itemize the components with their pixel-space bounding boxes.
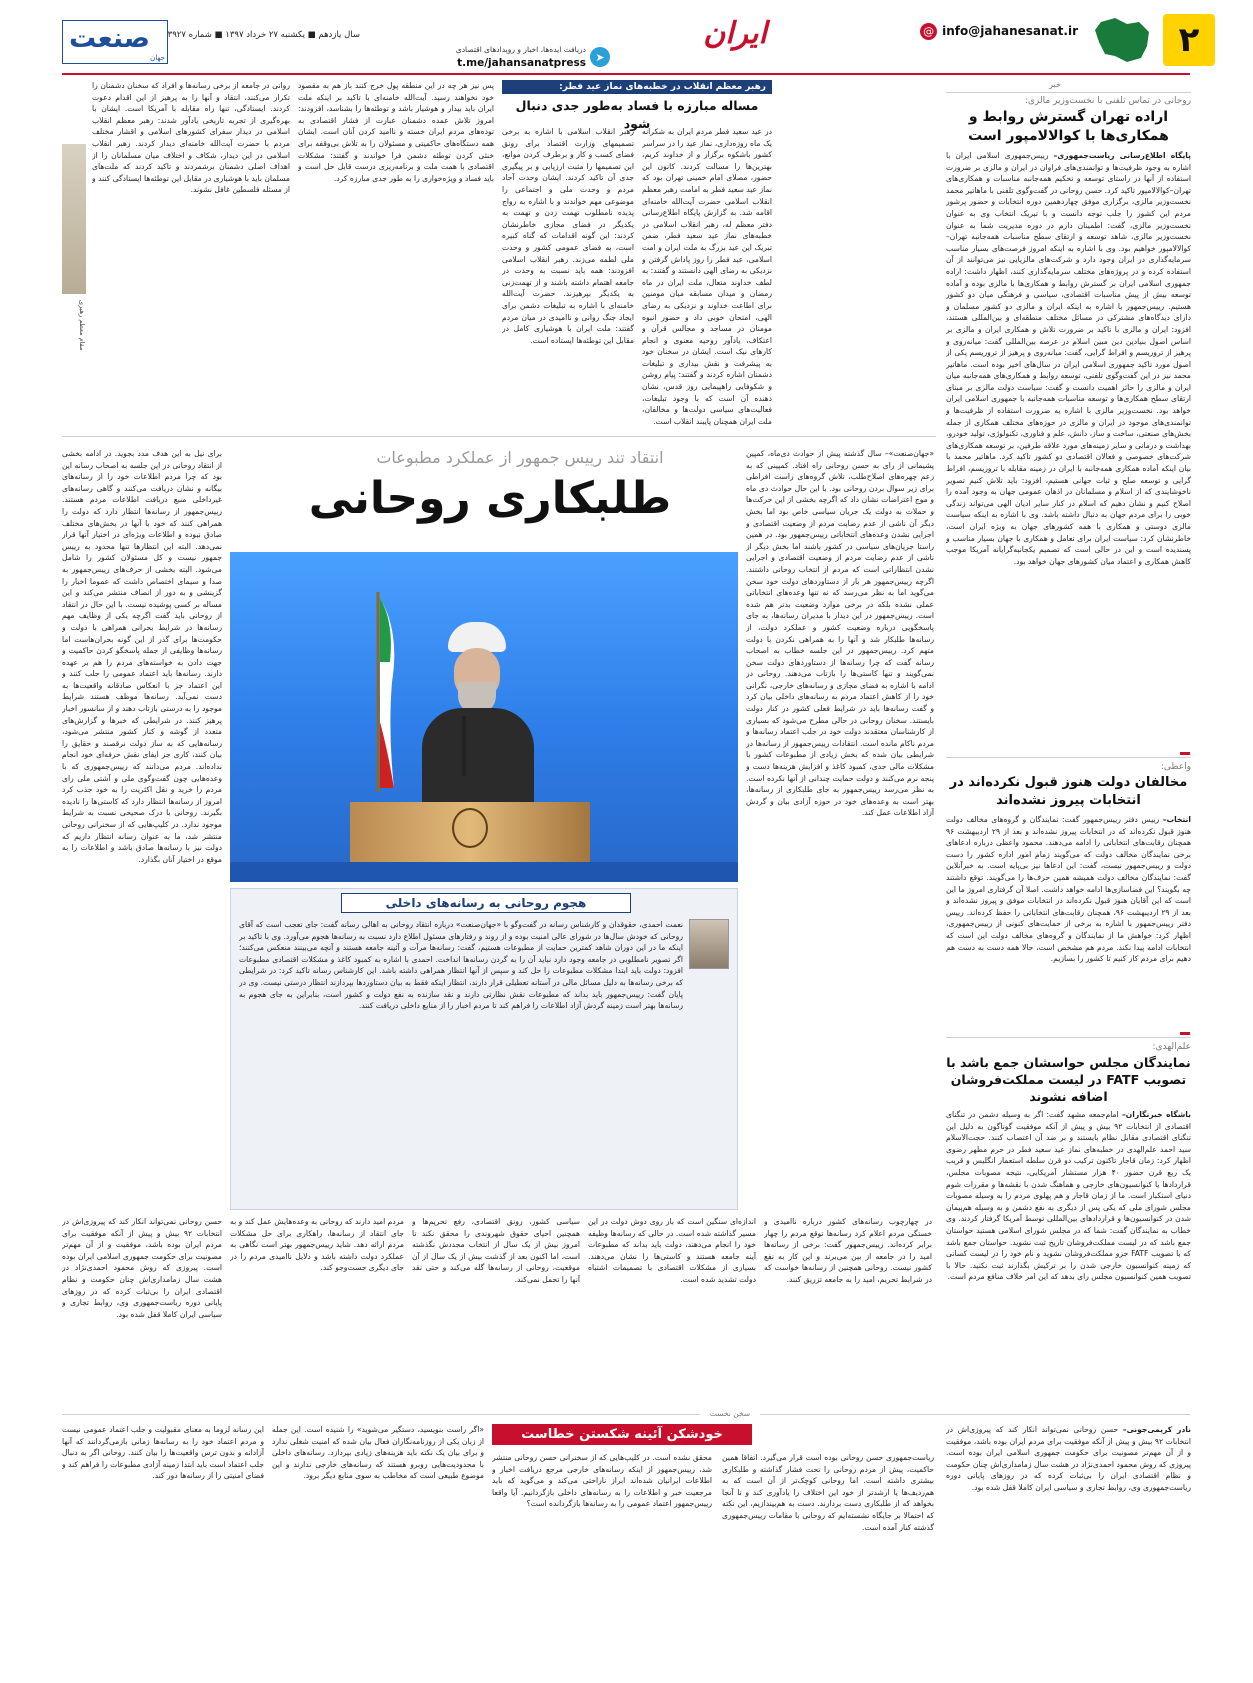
logo-text: صنعت <box>69 23 150 54</box>
page-number-badge <box>1163 14 1215 66</box>
leader-photo <box>62 144 86 294</box>
editorial-col-3: «اگر راست بنویسید، دستگیر می‌شوید» را شنیده است. این جمله از زبان یکی از روزنامه‌نگاران فعال بیان شده که امنیت شغلی ندارد و برای بیان یک نکته باید هزینه‌های زیادی بپردازد. رسانه‌های داخلی با محدودیت‌هایی روبرو هستند که رسانه‌های خارجی ندارند و این موضوع طبیعی است که مخاطب به سوی منابع دیگر برود. <box>272 1425 484 1481</box>
article-lead: باشگاه خبرنگاران– <box>1121 1110 1191 1119</box>
karimi-column <box>946 1424 1191 1674</box>
footer-label: سخن نخست <box>700 1409 760 1418</box>
masthead-logo <box>62 20 168 64</box>
article-kicker: واعظی: <box>1160 762 1191 772</box>
karimi-kicker: نادر کریمی‌جونی– <box>1122 1425 1191 1434</box>
news-label: خبر <box>1049 80 1061 89</box>
leader-title: مساله مبارزه با فساد به‌طور جدی دنبال شود <box>515 98 759 131</box>
editorial-title: خودشکن آئینه شکستن خطاست <box>492 1424 752 1445</box>
section-title: ایران <box>703 16 767 51</box>
editorial-col-1: ریاست‌جمهوری حسن روحانی بوده است قرار می‌گیرد. اتفاقا همین حاکمیت، پیش از مردم روحانی را تحت فشار گذاشته و طلبکاری بیشتری داشته است. اما روحانی کوچک‌تر از آن است که به هم‌ردیف‌ها یا ارشدتر از خود این اختلاف را یادآوری کند و تا آنجا بخواهد که از طلبکاری دست بردارند. دست به هم‌بیندازیم، این نکته که احتمالا بر جایگاه نشسته‌ایم که روحانی با مقامات رییس‌جمهوری گذشته کنار آمده است. <box>722 1453 934 1532</box>
page-header <box>0 0 1253 78</box>
article-body <box>946 814 1191 1046</box>
bottom-col-1: در چهارچوب رسانه‌های کشور درباره ناامیدی و خستگی مردم اعلام کرد رسانه‌ها توقع مردم را چهار برابر کرده‌اند. رییس‌جمهور گفت: برخی از رسانه‌ها امید را در جامعه از بین می‌برند و این کار به نفع کشور نیست. روحانی همچنین از رسانه‌ها خواست که در شرایط تحریم، امید را به جامعه تزریق کنند. <box>764 1217 932 1284</box>
telegram-caption: دریافت ایده‌ها، اخبار و رویدادهای اقتصادی <box>455 45 586 54</box>
logo-small: جهان <box>150 54 165 62</box>
telegram-block[interactable] <box>400 43 610 73</box>
box-body: نعمت احمدی، حقوقدان و کارشناس رسانه در گفت‌وگو با «جهان‌صنعت» درباره انتقاد روحانی به اهالی رسانه گفت: جای تعجب است که آقای روحانی که خودش سال‌ها در شورای عالی امنیت بوده و از روند و رفتارهای مسئول اطلاع دارد نسبت به رسانه‌ها هجوم می‌آورد. وی با تاکید بر اینکه ما در این دوران شاهد کمترین حمایت از مطبوعات هستیم، گفت: رسانه‌ها مرآت و آئینه جامعه هستند و آنچه می‌بینند منعکس می‌کنند؛ اگر تصویر نامطلوبی در جامعه وجود دارد نباید آن را به گردن رسانه‌ها انداخت. احمدی با اشاره به کمبود کاغذ و مشکلات اقتصادی مطبوعات افزود: دولت باید ابتدا مشکلات مطبوعات را حل کند و سپس از آنها انتظار همراهی داشته باشد. این کارشناس رسانه تاکید کرد: در شرایطی که برخی رسانه‌ها به دلیل مسائل مالی در آستانه تعطیلی قرار دارند، انتظار اینکه فقط به بیان دستاوردها بپردازند انتظار درستی نیست. وی در پایان گفت: رییس‌جمهور باید بداند که مطبوعات نقش نظارتی دارند و نقد سازنده به نفع دولت و کشور است، بنابراین به جای هجوم به رسانه‌ها بهتر است زمینه گردش آزاد اطلاعات را فراهم کند تا مردم اخبار را از منابع داخلی دریافت کنند. <box>239 920 683 1011</box>
section-divider <box>62 436 936 437</box>
leader-sidebar-label: مقام معظم رهبری <box>78 300 86 351</box>
karimi-body <box>946 1424 1191 1670</box>
footer-rule <box>62 1414 1190 1415</box>
article-title: نمایندگان مجلس حواسشان جمع باشد با تصویب FATF در لیست مملکت‌فروشان اضافه نشوند <box>946 1055 1191 1104</box>
right-col-rule <box>946 92 1191 93</box>
speaker-figure <box>418 622 538 822</box>
editorial-article <box>62 1424 936 1674</box>
article-lead: انتخاب– <box>1162 815 1191 824</box>
vaezi-article <box>946 762 1191 1046</box>
article-text: رییس‌جمهوری اسلامی ایران با اشاره به وجود ظرفیت‌ها و توانمندی‌های فراوان در ایران و مالزی بر ضرورت استفاده از آنها در راستای توسعه و تحکیم همه‌جانبه مناسبات و همکاری‌های تهران–کوالالامپور تاکید کرد. حسن روحانی در گفت‌وگوی تلفنی با ماهاتیر محمد نخست‌وزیر مالزی، برگزاری موفق چهاردهمین دوره انتخابات و حضور پرشور مردم این کشور را جلب توجه دانست و با تبریک انتخاب وی به عنوان نخست‌وزیر مالزی، گفت: اطمینان دارم در دوره مدیریت شما به عنوان نخست‌وزیر مالزی، شاهد توسعه و ارتقای سطح مناسبات همه‌جانبه تهران–کوالالامپور خواهیم بود. وی با اشاره به اینکه امروز فرصت‌های بسیار مناسب سرمایه‌گذاری در ایران وجود دارد و شرکت‌های مالزیایی نیز می‌توانند از آن استفاده کرده و در پروژه‌های مختلف سرمایه‌گذاری کنند، اظهار داشت: اراده جمهوری اسلامی ایران بر گسترش روابط و همکاری‌ها با مالزی بوده و آماده توسعه بیش از پیش مناسبات اقتصادی، سیاسی و فرهنگی میان دو کشور هستیم. رییس‌جمهور با اشاره به اینکه ایران و مالزی دو کشور مسلمان و دارای دیدگاه‌های مشترکی در مسائل مختلف منطقه‌ای و بین‌المللی هستند، افزود: ایران و مالزی با تاکید بر ضرورت تلاش و همکاری ایران و مالزی بر اساس اصول بنیادین دین مبین اسلام در عرصه بین‌المللی گفت: میانه‌روی و پرهیز از تروریسم و افراط گرایی، گفت: میانه‌روی و پرهیز از تروریسم یکی از اصول مورد تاکید جمهوری اسلامی ایران در سال‌های اخیر بوده است. ماهاتیر محمد نیز در این گفت‌وگوی تلفنی، توسعه روابط و همکاری‌های همه‌جانبه میان ایران و مالزی را حائز اهمیت دانست و گفت: سیاست دولت مالزی بر مبنای ارتقای سطح همکاری‌ها و توسعه مناسبات همه‌جانبه با جمهوری اسلامی ایران خواهد بود. نخست‌وزیر مالزی با اشاره به ضرورت استفاده از ظرفیت‌ها و توانمندی‌های موجود در ایران و مالزی در حوزه‌های مختلف همکاری از جمله بخش‌های صنعتی، ساخت و ساز، دانش، علم و فناوری، تکنولوژی، تولید خودرو، بهداشت و درمانی و سایر زمینه‌های مورد علاقه طرفین، بر توسعه همکاری‌های شرکت‌های خصوصی و فعالان اقتصادی دو کشور تاکید کرد. ماهاتیر محمد با بیان اینکه آماده همکاری همه‌جانبه با ایران در زمینه مقابله با تروریسم، افراط گرایی و توسعه صلح و ثبات جهانی هستیم، افزود: باید تلاش کنیم تصویر ناخوشایندی که از اسلام و مسلمانان در اذهان عمومی جهان به وجود آمده را اصلاح کنیم و نشان دهیم که اسلام در کنار سایر ادیان الهی می‌تواند زندگی خوبی را برای مردم جهان به دنبال داشته باشد. وی با اشاره به اینکه سیاست مالزی دوستی و همکاری با همه کشورهای جهان به ویژه ایران است، خاطرنشان کرد: سیاست ایران برای تعامل و همکاری با جهان بسیار مناسب و پسندیده است و این در حالی است که تصمیم یکجانبه‌گرایانه آمریکا موجب کاهش همکاری و اعتماد میان کشورهای جهان خواهد بود. <box>946 151 1191 566</box>
divider <box>946 1037 1191 1038</box>
malaysia-article <box>946 96 1191 690</box>
article-kicker: علم‌الهدی: <box>1152 1042 1191 1052</box>
article-text: امام‌جمعه مشهد گفت: اگر به وسیله دشمن در تنگنای اقتصادی از انتخابات ۹۲ بیش و پیش از آنکه موفقیت گوناگون به دلیل این تنگنای اقتصادی مقابل نظام بایستند و بر ضد آن اعتصاب کنند. حجت‌الاسلام سید احمد علم‌الهدی در خطبه‌های نماز عید سعید فطر در حرم مطهر رضوی اظهار کرد: زمان قاجار تاکنون ترکیب دو قرن سلطه استعمار انگلیس و قریب یک ربع قرن حضور ۴۰ هزار مستشار آمریکایی، نتیجه مصوبات مجلس، قرارداد‌ها یا کنوانسیون‌های خارجی و هماهنگ شدن با نقشه‌ها و مقررات شوم دنیای استکبار است. ما از زمان قاجار و هم پهلوی مردم را به وسیله مصوبات مجلس شورای ملی که یکی پس از دیگری به نفع دشمن و به وسیله هم‌پیمان شدن در کنوانسیون‌ها و قراردادهای بین‌المللی توسط آمریکا گرفتار کردند. وی خطاب به نمایندگان گفت: شما که در مجلس شورای اسلامی هستید حواستان جمع باشد که در لیست مملکت‌فروشان تاریخ ثبت نشوید. حواستان جمع باشد که با تصویب FATF جزو مملکت‌فروشان نشوید و نام خود را در لیست کسانی که زمینه کنوانسیون خارجی شدن را بر ترکیش بگذارند ثبت نکنید. حالا با تصویب همین کنوانسیون مجلس رای بدهد که این امر خلاف منافع مردم است. <box>946 1110 1191 1282</box>
article-title: اراده تهران گسترش روابط و همکاری‌ها با کوالالامپور است <box>968 109 1169 144</box>
interview-box <box>230 888 738 1210</box>
author-photo <box>689 919 729 969</box>
telegram-icon: ➤ <box>590 47 610 67</box>
leader-col-3: پس نیز هر چه در این منطقه پول خرج کنند باز هم به مقصود خود نخواهند رسید. آیت‌الله خامنه‌ای با تاکید بر اینکه ملت ایران باید بیدار و هوشیار باشد و توطئه‌ها را بشناسد، افزودند: امروز تلاش عمده دشمنان عبارت از فشار اقتصادی به توده‌های مردم ایران خسته و ناامید کردن آنان است. ایشان همه دستگاه‌های حاکمیتی و مسئولان را به تلاش بی‌وقفه برای خنثی کردن توطئه دشمن فرا خواندند و گفتند: مشکلات اقتصادی با همت ملت و برنامه‌ریزی درست قابل حل است و باید فساد و ویژه‌خواری را به طور جدی مبارزه کرد. <box>298 81 494 183</box>
iran-flag-image <box>348 592 412 792</box>
bottom-col-2: اندازه‌ای سنگین است که بار روی دوش دولت در این مسیر گذاشته شده است. در حالی که رسانه‌ها وظیفه خود را انجام می‌دهند، دولت باید بداند که مطبوعات آینه جامعه هستند و کاستی‌ها را نشان می‌دهند. بسیاری از مشکلات اقتصادی با تصمیمات اشتباه دولت تشدید شده است. <box>588 1217 756 1284</box>
karimi-text: حسن روحانی نمی‌تواند انکار کند که پیروزی‌اش در انتخابات ۹۲ بیش و پیش از آنکه موفقیت برای مردم ایران بوده باشد، موفقیت و از آن مهم‌تر مصونیت برای حکومت جمهوری اسلامی ایران بوده است. پیروزی که روش محمود احمدی‌نژاد در هشت سال زمامداری‌اش چنان حکومت و نظام اقتصادی ایران را بی‌ثبات کرده که در روزهای پایانی دوره ریاست‌جمهوری وی، روابط تجاری و سیاسی ایران کاملا قفل شده بود. <box>946 1425 1191 1492</box>
main-bottom-columns <box>230 1216 934 1406</box>
issue-info: سال یازدهم ■ یکشنبه ۲۷ خرداد ۱۳۹۷ ■ شماره ۳۹۲۷ <box>167 30 360 40</box>
box-title: هجوم روحانی به رسانه‌های داخلی <box>341 893 631 913</box>
leader-col-1: در عید سعید فطر مردم ایران به شکرانه یک ماه روزه‌داری، نماز عید را در سراسر کشور باشکوه برگزار و از خداوند کریم، بهترین‌ها را مسالت کردند. کانون این حضور، مصلای امام خمینی تهران بود که نماز عید سعید فطر به امامت رهبر معظم انقلاب اسلامی حضرت آیت‌الله خامنه‌ای اقامه شد. به گزارش پایگاه اطلاع‌رسانی دفتر معظم له، رهبر انقلاب اسلامی در خطبه‌های نماز عید سعید فطر، ضمن تبریک این عید بزرگ به ملت ایران و امت اسلامی، عید فطر را روز پاداش گرفتن و نزدیکی به رضای الهی دانستند و گفتند: به لطف خداوند متعال، ملت ایران در ماه رمضان و میدان مسابقه میان مومنین برای اطاعت خداوند و نزدیکی به رضای الهی، امتحان خوبی داد و حضور انبوه مومنان در مساجد و مجالس قرآن و اعتکاف، یادآور روحیه معنوی و انجام کارهای نیک است. ایشان در سخنان خود به پیشرفت و نقش بیداری و تبلیغات دشمنان اشاره کردند و گفتند: پیام روشن و شکوفایی راهپیمایی روز قدس، نشان دهنده آن است که با وجود تبلیغات، فعالیت‌های سیاسی دولت‌ها و مخالفان، ملت ایران همچنان پایبند انقلاب است. <box>642 127 772 426</box>
article-body <box>946 1109 1191 1399</box>
header-rule <box>62 73 1190 75</box>
leader-article <box>62 80 936 432</box>
article-text: رییس دفتر رییس‌جمهور گفت: نمایندگان و گروه‌های مخالف دولت هنوز قبول نکرده‌اند که در انتخابات پیروز نشده‌اند و بعد از ۲۹ اردیبهشت ۹۶ همچنان رقابت‌های انتخاباتی را ادامه می‌دهند. محمود واعظی درباره ادعاهای برخی نمایندگان مخالف دولت که می‌گویند زمام امور اداره کشور را دست دولت و رییس‌جمهور نیست، گفت: این ادعاها نیز بی‌پایه است. به خبرآنلاین گفت: نمایندگان مخالف دولت همیشه همین حرف‌ها را می‌گویند. توقع داشتند چه بگویند؟ این فضاسازی‌ها ادامه خواهد داشت. اصلا آن گرفتاری امروز ما این است که این آقایان هنوز قبول نکرده‌اند در انتخابات موفق و پیروز نشده‌اند و بعد از ۲۹ اردیبهشت ۹۶، همچنان رقابت‌های انتخاباتی را حفظ کرده‌اند. رییس دفتر رییس‌جمهور با اشاره به برخی از حمایت‌های کنونی از رییس‌جمهوری، اظهار کرد: خواهش ما از نمایندگان و گروه‌های مخالف دولت این است که انتخابات ادامه پیدا نکند. مردم هم مشخص است، حالا همه دست به دست هم دهیم برای مردم کار کنیم تا کشور را بسازیم. <box>946 815 1191 964</box>
alamolhoda-article <box>946 1042 1191 1399</box>
bottom-col-4: مردم امید دارند که روحانی به وعده‌هایش عمل کند و به جای انتقاد از رسانه‌ها، راهکاری برای حل مشکلات مردم ارائه دهد. شاید رییس‌جمهور بهتر است نگاهی به عملکرد دولت داشته باشد و دلایل ناامیدی مردم را در جای دیگری جست‌وجو کند. <box>230 1217 404 1273</box>
editorial-col-2: محقق نشده است. در کلیپ‌هایی که از سخنرانی حسن روحانی منتشر شد، رییس‌جمهور از اینکه رسانه‌های خارجی مرجع دریافت اخبار و اطلاعات ایرانیان شده‌اند ابراز ناراحتی می‌کند و می‌گوید که باید مرجعیت خبر و اطلاعات را به رسانه‌های داخلی بازگردانیم. آیا واقعا رییس‌جمهور اعتماد عمومی را به رسانه‌ها بازگردانده است؟ <box>492 1453 712 1509</box>
email-icon: @ <box>920 23 937 40</box>
main-photo <box>230 552 738 882</box>
article-lead: پایگاه اطلاع‌رسانی ریاست‌جمهوری– <box>1053 151 1191 160</box>
iran-map-icon <box>1093 16 1153 64</box>
email-text: info@jahanesanat.ir <box>942 24 1078 38</box>
page-number: ۲ <box>1178 20 1200 60</box>
main-left-column: برای نیل به این هدف مدد بجوید. در ادامه بخشی از انتقاد روحانی در این جلسه به اصحاب رسانه این بود که چرا مردم اطلاعات خود را از رسانه‌های بیگانه و نشان دریافت می‌کنند و گاهی رسانه‌های غیرداخلی منبع دریافت اطلاعات مردم هستند. رییس‌جمهور از رسانه‌ها انتظار دارد که دولت را همراهی کنند که خود با آنها در بخش‌های مختلف صادق نبوده و اطلاعات ویژه‌ای در اختیار آنها قرار نمی‌دهد. البته این انتظارها تنها محدود به رییس جمهور نیست و کل مسئولان کشور را شامل می‌شود. البته بخشی از حرف‌های رییس‌جمهور به صدا و سیمای اختصاص داشت که عموما اخبار را گزینشی و به دور از انصاف منتشر می‌کند و این مساله بر کسی پوشیده نیست. با این حال در انتقاد از روحانی باید گفت اگرچه یکی از وظایف مهم رسانه‌ها در شرایط بحرانی همراهی با دولت و حکومت‌ها برای گذر از این گونه بحران‌هاست اما رسانه‌ها وظایفی از جمله پاسخگو کردن حاکمیت و جهت دادن به خواسته‌های مردم را هم بر عهده دارند. رسانه‌ها باید اعتماد عمومی را جلب کنند و این اعتماد جز با انعکاس صادقانه واقعیت‌ها به دست نمی‌آید. رسانه‌ها موظف هستند شرایط موجود را به درستی بازتاب دهند و از سانسور اخبار پرهیز کنند. در شرایطی که خبرها و گزارش‌های متعدد از گوشه و کنار کشور منتشر می‌شود، رسانه‌هایی که به ساز دولت نرقصند و حقایق را بیان کنند، کاری جز ایفای نقش حرفه‌ای خود انجام نداده‌اند. مردم می‌دانند که رییس‌جمهوری که با وعده‌هایی چون گفت‌وگوی ملی و آشتی ملی رای مردم را خرید و نقل اکثریت را به خود جذب کرد امروز از رسانه‌ها انتظار دارد که کاستی‌ها را نادیده بگیرند. روحانی با درک صحیحی نسبت به شرایط موجود ندارد. در کلیپ‌هایی که از سخنرانی روحانی منتشر شد، ما به عنوان رسانه انتظار داریم که دولت نیز با رسانه‌ها صادق باشد و اطلاعات را به موقع در اختیار آنان بگذارد. <box>62 449 222 864</box>
divider <box>946 757 1191 758</box>
bottom-col-3: سیاسی کشور، رونق اقتصادی، رفع تحریم‌ها و همچنین احیای حقوق شهروندی را محقق نکند تا امروز بیش از یک سال از انتخاب مجددش نگذشته است، اما اکنون بعد از گذشت بیش از یک سال از آن موقعیت، روحانی از رسانه‌ها گله می‌کند و حتی نقد آنها را تحمل نمی‌کند. <box>412 1217 580 1284</box>
main-title: طلبکاری روحانی <box>308 473 672 524</box>
main-mid-column: «جهان‌صنعت»– سال گذشته پیش از حوادث دی‌ماه، کمپین پشیمانی از رای به حسن روحانی راه افتاد. کمپینی که به زعم چهره‌های اصلاح‌طلب، تلاش گروه‌های راست افراطی برای زیر سوال بردن روحانی بود. با این حال حوادث دی ماه و موج اعتراضات نشان داد که اگرچه بخشی از این حرکت‌ها و حملات به دولت یک جریان سیاسی خاص بود اما بخش دیگر آن ناشی از عدم رضایت مردم از وضعیت اقتصادی و اجرایی نشدن وعده‌های انتخاباتی رییس‌جمهور بود. در همین راستا جریان‌های سیاسی در کشور باشند اما بخش دیگر از ناشی از عدم رضایت مردم از وضعیت اقتصادی و اجرایی نشدن انتظاراتی است که مردم از انتخاب روحانی داشتند. اگرچه رییس‌جمهور هر بار از دستاوردهای دولت خود سخن می‌گوید اما به نظر می‌رسد که نه تنها وعده‌های انتخاباتی عملی نشده بلکه در برخی موارد وضعیت بدتر هم شده است. رییس‌جمهور در این دیدار با مدیران رسانه‌ها، به جای پاسخگویی درباره وضعیت کشور و عملکرد دولت، از رسانه‌ها طلبکار شد و آنها را به همراهی نکردن با دولت متهم کرد. رییس‌جمهور در این جلسه خطاب به اصحاب رسانه گفت که چرا رسانه‌ها از دستاوردهای دولت سخن نمی‌گویند و تنها کاستی‌ها را بازتاب می‌دهند. روحانی در ادامه با اشاره به فضای مجازی و رسانه‌های خارجی، نگرانی خود را از کاهش اعتماد مردم به رسانه‌های داخلی بیان کرد و گفت رسانه‌ها باید در شرایط فعلی کشور در کنار دولت بایستند. سخنان روحانی در حالی مطرح می‌شود که بسیاری از کارشناسان معتقدند دولت خود در جلب اعتماد رسانه‌ها و مردم ناکام مانده است. انتقادات رییس‌جمهور از رسانه‌ها در شرایطی بیان شده که بخش زیادی از مطبوعات کشور با مشکلات مالی جدی، کمبود کاغذ و افزایش هزینه‌ها دست و پنجه نرم می‌کنند و دولت حمایت چندانی از آنها نکرده است. به نظر می‌رسد رییس‌جمهور به جای طلبکاری از رسانه‌ها، بهتر است به وعده‌های خود در حوزه آزادی بیان و گردش آزاد اطلاعات عمل کند. <box>746 449 934 818</box>
editorial-col-4: این رسانه لزوما به معنای مقبولیت و جلب اعتماد عمومی نیست و مردم اعتماد خود را به رسانه‌ها زمانی بازمی‌گردانند که آنها آزادانه و بدون ترس واقعیت‌ها را بیان کنند. روحانی اگر به دنبال جلب اعتماد است باید ابتدا زمینه آزادی مطبوعات را فراهم کند و فضای امنیتی را از رسانه‌ها دور کند. <box>62 1425 264 1481</box>
stage-floor <box>230 862 738 882</box>
left-bottom-column: حسن روحانی نمی‌تواند انکار کند که پیروزی‌اش در انتخابات ۹۲ بیش و پیش از آنکه موفقیت برای مردم ایران بوده باشد، موفقیت و از آن مهم‌تر مصونیت برای حکومت جمهوری اسلامی ایران بوده است. پیروزی که روش محمود احمدی‌نژاد در هشت سال زمامداری‌اش چنان حکومت و نظام اقتصادی ایران را بی‌ثبات کرده که در روزهای پایانی دوره ریاست‌جمهوری وی، روابط تجاری و سیاسی ایران کاملا قفل شده بود. <box>62 1217 222 1319</box>
leader-col-2: رهبر انقلاب اسلامی با اشاره به برخی تصمیمهای وزارت اقتصاد برای رونق فضای کسب و کار و برطرف کردن موانع، این تصمیمها را مثبت ارزیابی و بر پیگیری جدی آن تاکید کردند. ایشان وحدت آحاد مردم و وحدت ملی و اجتماعی را موضوعی مهم خواندند و با اشاره به رواج پدیده نامطلوب تهمت زدن و تهمت به یکدیگر در فضای مجازی خاطرنشان کردند: این گونه اقدامات که گناه کبیره است، به فضای عمومی کشور و وحدت ملی لطمه می‌زند. رهبر انقلاب اسلامی افزودند: همه باید نسبت به وحدت در جامعه اهتمام داشته باشند و از تهمت‌زنی به یکدیگر بپرهیزند. حضرت آیت‌الله خامنه‌ای با اشاره به تبلیغات دشمن برای ایجاد جنگ روانی و ناامیدی در میان مردم گفتند: ملت ایران با هوشیاری کامل در مقابل این توطئه‌ها ایستاده است. <box>502 127 634 345</box>
email-box[interactable] <box>920 22 1078 40</box>
article-title: مخالفان دولت هنوز قبول نکرده‌اند در انتخابات پیروز نشده‌اند <box>949 775 1188 808</box>
leader-kicker: رهبر معظم انقلاب در خطبه‌های نماز عید فطر: <box>502 80 772 94</box>
leader-col-4: روانی در جامعه از برخی رسانه‌ها و افراد که سخنان دشمنان را تکرار می‌کنند، انتقاد و آنها را به پرهیز از این اقدام دعوت کردند. ایستادگی، تنها راه مقابله با آمریکا است. ایشان با بهره‌گیری از تجربه تاریخی یادآور شدند: رهبر معظم انقلاب اسلامی در دیدار سفرای کشورهای اسلامی و اقشار مختلف مردم با حضرت آیت‌الله خامنه‌ای دیدار کردند. رهبر انقلاب اسلامی در این دیدار، شکاف و اختلاف میان مسلمانان را از اهداف اصلی دشمنان برشمردند و تاکید کردند که ملت‌های مسلمان باید با هوشیاری در مقابل این توطئه‌ها ایستادگی کنند و از مسئله فلسطین غافل نشوند. <box>92 81 290 195</box>
microphone-icon <box>462 716 466 776</box>
article-kicker: روحانی در تماس تلفنی با نخست‌وزیر مالزی: <box>1024 96 1191 106</box>
main-kicker: انتقاد تند رییس جمهور از عملکرد مطبوعات <box>376 448 664 467</box>
article-body <box>946 150 1191 690</box>
divider-mark <box>1180 1032 1190 1035</box>
telegram-link[interactable]: t.me/jahansanatpress <box>457 57 586 69</box>
divider-mark <box>1180 752 1190 755</box>
